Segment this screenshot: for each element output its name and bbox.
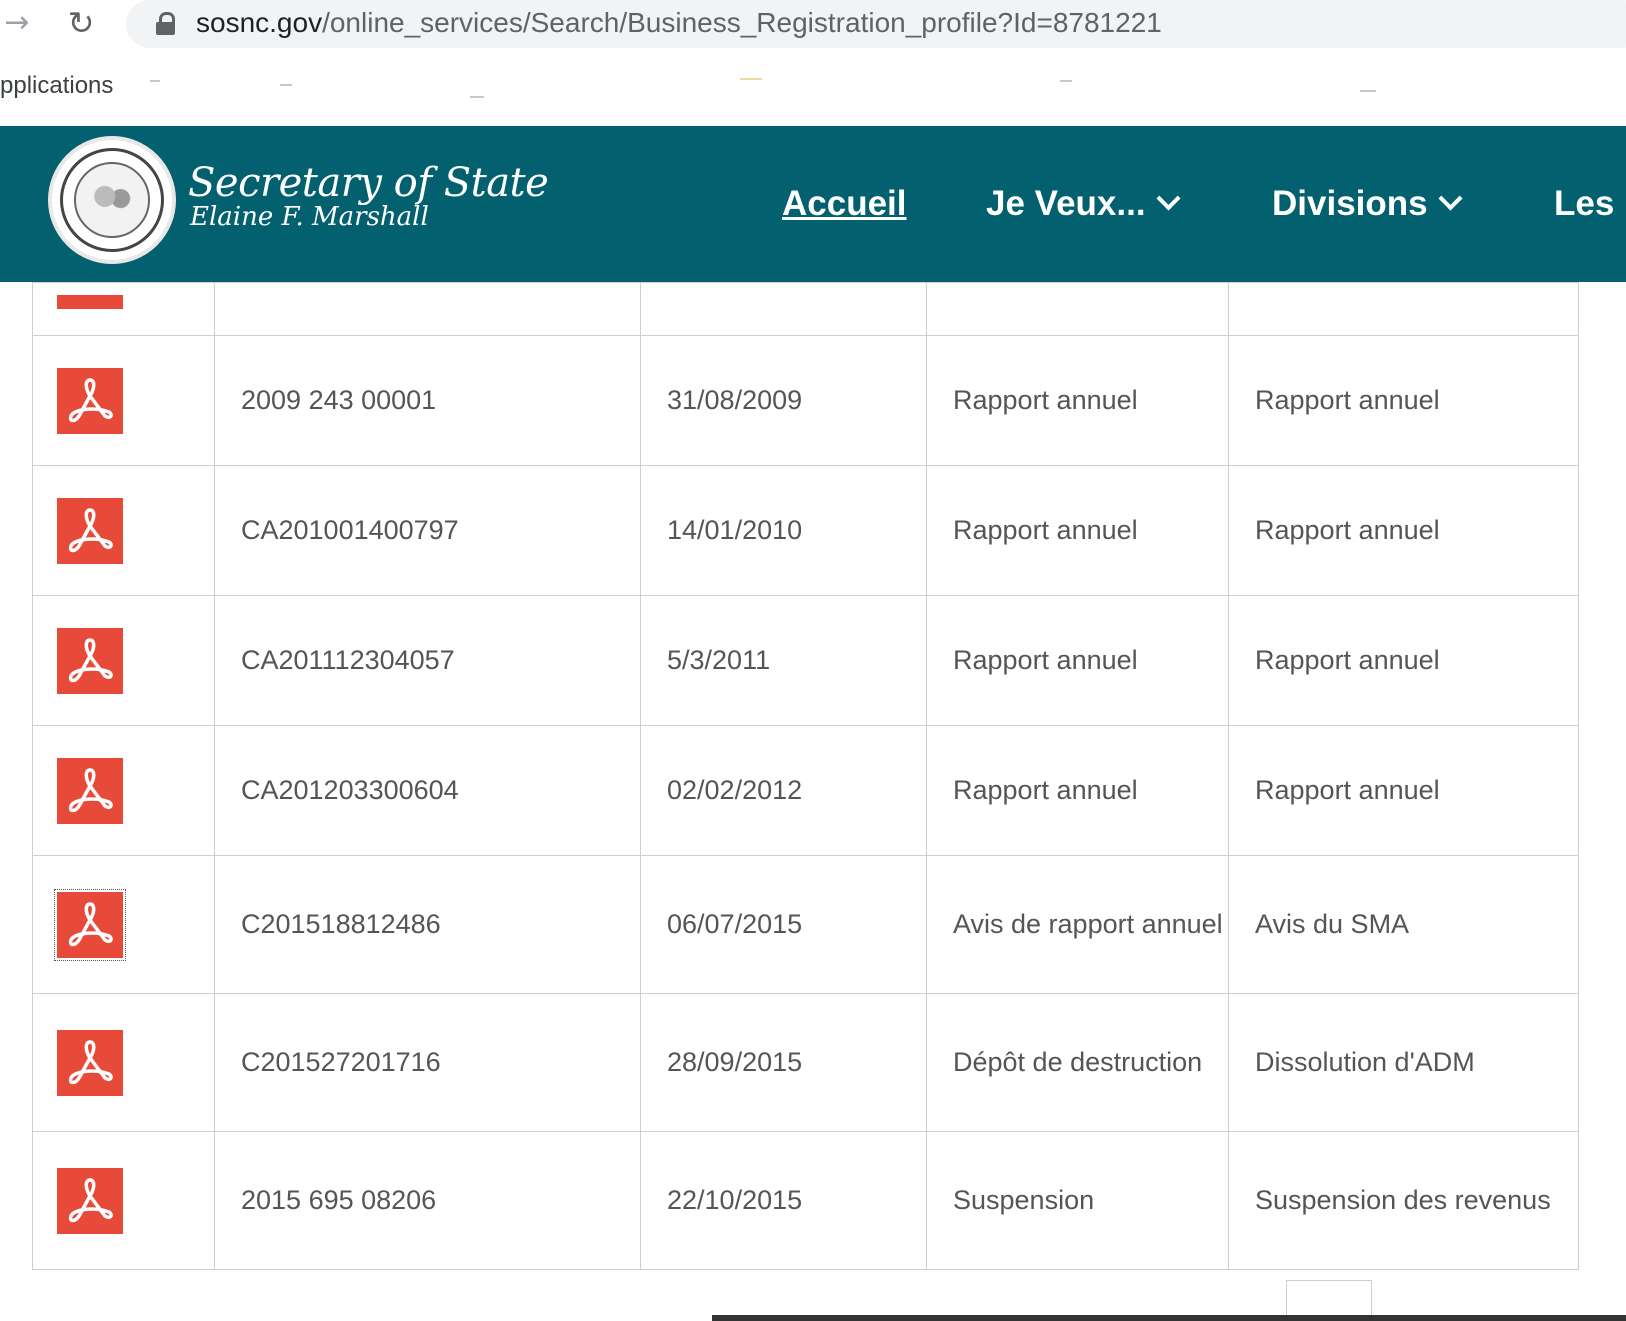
filing-description: Rapport annuel: [1229, 466, 1579, 596]
filing-type: Rapport annuel: [927, 466, 1229, 596]
filing-number: C201518812486: [215, 856, 641, 994]
url-path: /online_services/Search/Business_Registration_profile?Id=8781221: [322, 7, 1162, 38]
bookmark-smudge: [470, 96, 484, 98]
arrow-right-icon[interactable]: →: [4, 5, 30, 40]
filing-type: Avis de rapport annuel: [927, 856, 1229, 994]
lock-icon[interactable]: [156, 12, 176, 36]
pdf-icon[interactable]: [57, 1030, 123, 1096]
bookmark-applications[interactable]: pplications: [0, 72, 114, 99]
table-row: [33, 856, 1579, 994]
table-row-partial: [33, 283, 1579, 336]
filing-description: Rapport annuel: [1229, 336, 1579, 466]
pdf-icon[interactable]: [57, 758, 123, 824]
url-text[interactable]: [196, 7, 1162, 39]
bookmark-smudge: [280, 84, 292, 86]
filing-date: 02/02/2012: [641, 726, 927, 856]
brand-title[interactable]: Secretary of State: [188, 160, 549, 206]
filing-number: CA201001400797: [215, 466, 641, 596]
horizontal-scrollbar[interactable]: [712, 1315, 1626, 1321]
table-cell: [33, 1132, 215, 1270]
table-row: [33, 336, 1579, 466]
filing-date: 06/07/2015: [641, 856, 927, 994]
site-header: [0, 126, 1626, 282]
bookmark-smudge: [740, 78, 762, 80]
filing-number: CA201112304057: [215, 596, 641, 726]
pdf-icon[interactable]: [57, 892, 123, 958]
bookmark-smudge: [1360, 90, 1376, 92]
address-bar[interactable]: [126, 0, 1626, 48]
bookmark-smudge: [1060, 80, 1072, 82]
table-cell: [33, 336, 215, 466]
filing-number: C201527201716: [215, 994, 641, 1132]
table-cell: [215, 283, 641, 336]
table-row: [33, 726, 1579, 856]
filing-type: Rapport annuel: [927, 726, 1229, 856]
table-row: [33, 994, 1579, 1132]
table-cell: [33, 466, 215, 596]
bookmark-smudge: [150, 80, 160, 82]
table-cell: [33, 994, 215, 1132]
nav-accueil[interactable]: Accueil: [782, 184, 907, 223]
table-row: [33, 466, 1579, 596]
filing-type: Dépôt de destruction: [927, 994, 1229, 1132]
filing-type: Rapport annuel: [927, 336, 1229, 466]
pdf-icon[interactable]: [57, 498, 123, 564]
table-cell: [1229, 283, 1579, 336]
url-host: sosnc.gov: [196, 7, 323, 38]
filing-number: 2015 695 08206: [215, 1132, 641, 1270]
filing-date: 5/3/2011: [641, 596, 927, 726]
pdf-icon[interactable]: [57, 628, 123, 694]
nav-les[interactable]: Les: [1554, 184, 1615, 223]
table-cell: [33, 856, 215, 994]
filing-description: Avis du SMA: [1229, 856, 1579, 994]
nav-je-veux-label: Je Veux...: [986, 184, 1146, 223]
table-cell: [33, 596, 215, 726]
nav-divisions[interactable]: [1272, 184, 1459, 224]
browser-toolbar: [0, 0, 1626, 54]
table-row: [33, 596, 1579, 726]
filing-description: Rapport annuel: [1229, 596, 1579, 726]
table-row: [33, 1132, 1579, 1270]
table-cell: [641, 283, 927, 336]
chevron-down-icon: [1156, 186, 1180, 210]
filing-description: Suspension des revenus: [1229, 1132, 1579, 1270]
state-seal-logo[interactable]: [48, 136, 176, 264]
pdf-icon[interactable]: [57, 368, 123, 434]
nav-je-veux[interactable]: [986, 184, 1177, 224]
filing-number: CA201203300604: [215, 726, 641, 856]
filing-date: 31/08/2009: [641, 336, 927, 466]
filing-type: Rapport annuel: [927, 596, 1229, 726]
bookmarks-bar: [0, 54, 1626, 126]
pdf-icon[interactable]: [57, 1168, 123, 1234]
filing-date: 28/09/2015: [641, 994, 927, 1132]
filing-number: 2009 243 00001: [215, 336, 641, 466]
table-cell: [33, 726, 215, 856]
chevron-down-icon: [1438, 186, 1462, 210]
filing-date: 22/10/2015: [641, 1132, 927, 1270]
pdf-icon[interactable]: [57, 295, 123, 309]
filing-date: 14/01/2010: [641, 466, 927, 596]
filing-description: Dissolution d'ADM: [1229, 994, 1579, 1132]
table-cell: [33, 283, 215, 336]
table-cell: [927, 283, 1229, 336]
reload-icon[interactable]: ↻: [67, 4, 95, 42]
nav-divisions-label: Divisions: [1272, 184, 1428, 223]
filing-type: Suspension: [927, 1132, 1229, 1270]
brand-subtitle[interactable]: Elaine F. Marshall: [190, 202, 429, 232]
filings-table: [32, 282, 1579, 1270]
filing-description: Rapport annuel: [1229, 726, 1579, 856]
